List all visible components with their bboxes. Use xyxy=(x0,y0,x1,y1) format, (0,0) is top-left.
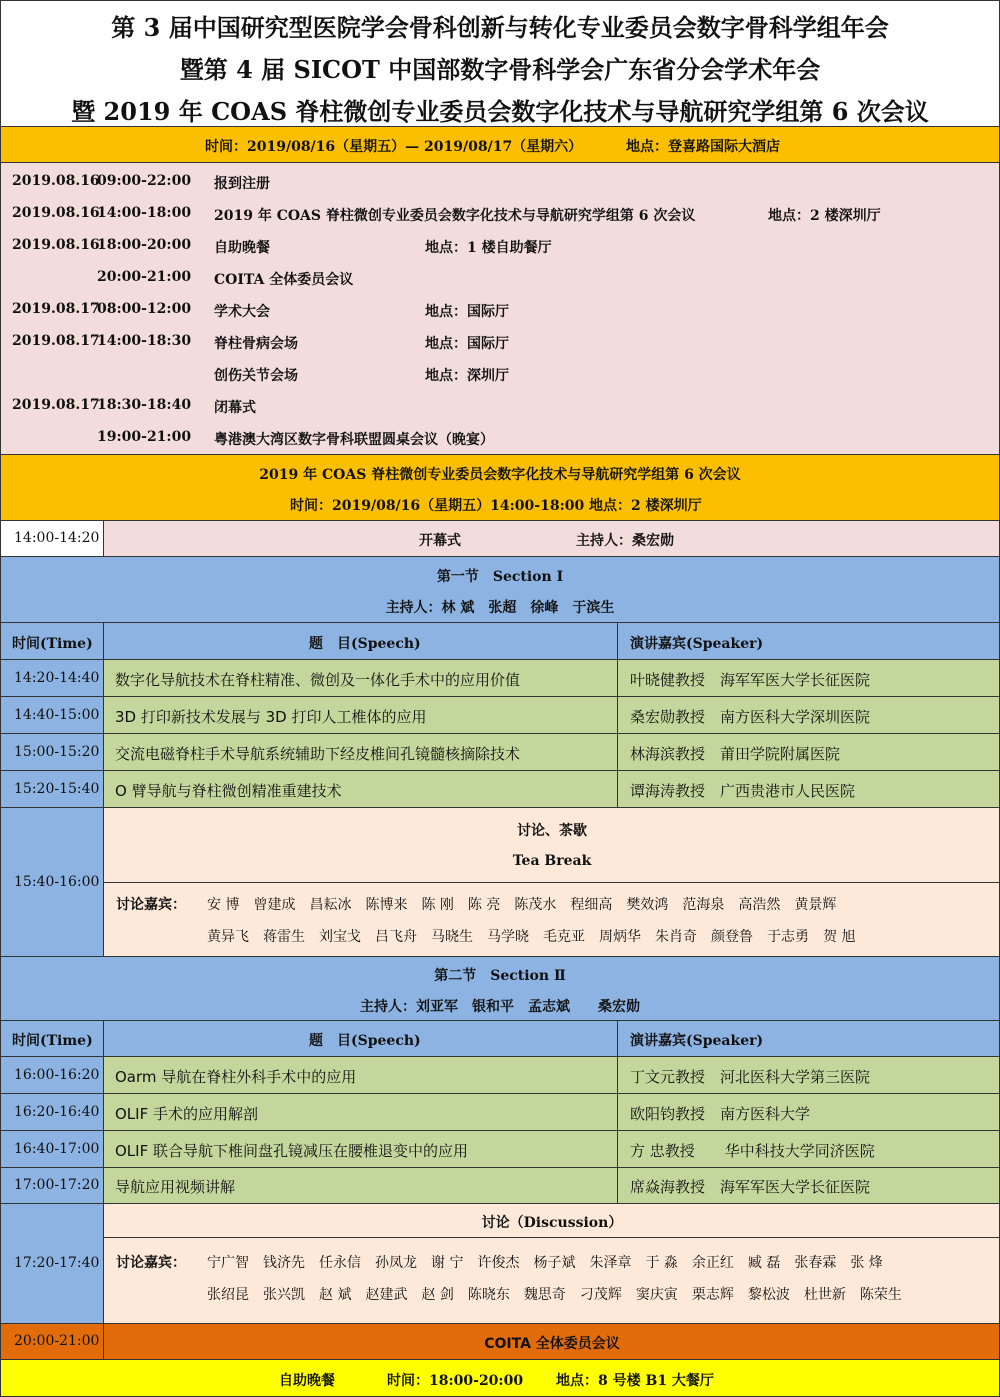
table-row xyxy=(0,770,1000,807)
schedule-date: 2019.08.16 xyxy=(12,173,100,189)
talk-speaker: 方 忠教授 华中科技大学同济医院 xyxy=(630,1142,875,1160)
talk-topic-cell xyxy=(104,1057,618,1093)
section2-header xyxy=(0,956,1000,1020)
section1-header xyxy=(0,556,1000,622)
schedule-time: 14:00-18:00 xyxy=(97,205,192,221)
schedule-row xyxy=(0,333,1000,353)
talk-time: 16:40-17:00 xyxy=(14,1141,100,1157)
schedule-time: 09:00-22:00 xyxy=(97,173,192,189)
coita-row xyxy=(0,1323,1000,1359)
section2-title: 第二节 Section Ⅱ xyxy=(434,968,566,984)
talk-topic: O 臂导航与脊柱微创精准重建技术 xyxy=(115,782,342,800)
talk-speaker: 丁文元教授 河北医科大学第三医院 xyxy=(630,1068,871,1086)
talk-time: 14:20-14:40 xyxy=(14,670,100,686)
schedule-event: 报到注册 xyxy=(214,176,270,192)
discussants-line1: 宁广智 钱济先 任永信 孙凤龙 谢 宁 许俊杰 杨子斌 朱泽章 于 淼 余正红 臧 磊 张春霖 张 烽 xyxy=(207,1255,883,1271)
talk-topic-cell xyxy=(104,771,618,807)
dinner-row xyxy=(0,1359,1000,1397)
schedule-time: 14:00-18:30 xyxy=(97,333,192,349)
talk-time-cell xyxy=(0,734,104,770)
talk-topic-cell xyxy=(104,660,618,696)
schedule-location: 地点：国际厅 xyxy=(425,304,509,320)
discussants-line2: 黄异飞 蒋雷生 刘宝戈 吕飞舟 马晓生 马学晓 毛克亚 周炳华 朱肖奇 颜登鲁 于志勇 贺 旭 xyxy=(207,929,856,945)
talk-topic: 3D 打印新技术发展与 3D 打印人工椎体的应用 xyxy=(115,708,427,726)
schedule-event: 创伤关节会场 xyxy=(214,368,298,384)
section2-table-header xyxy=(0,1020,1000,1056)
schedule-event: 2019 年 COAS 脊柱微创专业委员会数字化技术与导航研究学组第 6 次会议 xyxy=(214,208,696,224)
schedule-row xyxy=(0,429,1000,449)
schedule-row xyxy=(0,205,1000,225)
talk-topic-cell xyxy=(104,734,618,770)
talk-time: 17:00-17:20 xyxy=(14,1177,100,1193)
table-row xyxy=(0,659,1000,696)
talk-time-cell xyxy=(0,771,104,807)
schedule-location: 地点：深圳厅 xyxy=(425,368,509,384)
meeting-title: 2019 年 COAS 脊柱微创专业委员会数字化技术与导航研究学组第 6 次会议 xyxy=(259,467,741,483)
header-time: 时间(Time) xyxy=(12,1033,93,1049)
header-topic-cell xyxy=(104,1021,618,1056)
talk-speaker: 叶晓健教授 海军军医大学长征医院 xyxy=(630,671,871,689)
talk-topic-cell xyxy=(104,1168,618,1203)
header-title-line3: 暨 2019 年 COAS 脊柱微创专业委员会数字化技术与导航研究学组第 6 次会议 xyxy=(71,97,929,126)
table-row xyxy=(0,733,1000,770)
schedule-location: 地点：1 楼自助餐厅 xyxy=(425,240,552,256)
coita-time-cell xyxy=(0,1324,104,1359)
table-row xyxy=(0,1167,1000,1203)
talk-speaker: 林海滨教授 莆田学院附属医院 xyxy=(630,745,841,763)
schedule-date: 2019.08.17 xyxy=(12,333,100,349)
header-topic-cell xyxy=(104,623,618,659)
talk-topic-cell xyxy=(104,1131,618,1167)
coita-label: COITA 全体委员会议 xyxy=(484,1336,620,1352)
tea-break-block xyxy=(0,807,1000,956)
talk-time-cell xyxy=(0,660,104,696)
header-topic: 题 目(Speech) xyxy=(309,636,421,652)
talk-speaker: 谭海涛教授 广西贵港市人民医院 xyxy=(630,782,856,800)
header-time-cell xyxy=(0,623,104,659)
talk-time: 16:00-16:20 xyxy=(14,1067,100,1083)
header-time: 时间(Time) xyxy=(12,636,93,652)
header-speaker: 演讲嘉宾(Speaker) xyxy=(630,1033,764,1049)
schedule-date: 2019.08.16 xyxy=(12,205,100,221)
schedule-row xyxy=(0,301,1000,321)
schedule-time: 18:00-20:00 xyxy=(97,237,192,253)
table-row xyxy=(0,1056,1000,1093)
schedule-event: COITA 全体委员会议 xyxy=(214,272,354,288)
dinner-location: 地点：8 号楼 B1 大餐厅 xyxy=(556,1373,714,1389)
talk-topic: 导航应用视频讲解 xyxy=(115,1178,236,1196)
talk-topic: OLIF 手术的应用解剖 xyxy=(115,1105,258,1123)
tea-break-time-cell xyxy=(0,808,104,956)
meeting-location: 地点：2 楼深圳厅 xyxy=(589,498,702,514)
schedule-time: 08:00-12:00 xyxy=(97,301,192,317)
talk-time-cell xyxy=(0,1168,104,1203)
header-title-line2: 暨第 4 届 SICOT 中国部数字骨科学会广东省分会学术年会 xyxy=(179,55,821,84)
discussants-label: 讨论嘉宾： xyxy=(116,897,186,913)
opening-row xyxy=(0,520,1000,556)
coita-time: 20:00-21:00 xyxy=(14,1333,100,1349)
talk-time-cell xyxy=(0,697,104,733)
schedule-date: 2019.08.17 xyxy=(12,397,100,413)
info-bar xyxy=(0,126,1000,162)
schedule-date: 2019.08.16 xyxy=(12,237,100,253)
talk-time: 15:20-15:40 xyxy=(14,781,100,797)
talk-time-cell xyxy=(0,1057,104,1093)
opening-label: 开幕式 xyxy=(419,533,461,549)
discussants-line2: 张绍昆 张兴凯 赵 斌 赵建武 赵 剑 陈晓东 魏思奇 刁茂辉 窦庆寅 栗志辉 黎松波 杜世新 陈荣生 xyxy=(207,1287,902,1303)
table-row xyxy=(0,1130,1000,1167)
tea-break-time: 15:40-16:00 xyxy=(14,874,100,890)
talk-topic: 数字化导航技术在脊柱精准、微创及一体化手术中的应用价值 xyxy=(115,671,521,689)
schedule-event: 闭幕式 xyxy=(214,400,256,416)
section1-title: 第一节 Section Ⅰ xyxy=(436,569,564,585)
discussion-title: 讨论（Discussion） xyxy=(481,1215,623,1231)
talk-time: 14:40-15:00 xyxy=(14,707,100,723)
schedule-location: 地点：国际厅 xyxy=(425,336,509,352)
schedule-time: 20:00-21:00 xyxy=(97,269,192,285)
talk-time: 16:20-16:40 xyxy=(14,1104,100,1120)
schedule-overview xyxy=(0,162,1000,454)
schedule-time: 18:30-18:40 xyxy=(97,397,192,413)
schedule-row xyxy=(0,173,1000,193)
schedule-event: 自助晚餐 xyxy=(214,240,270,256)
talk-time-cell xyxy=(0,1094,104,1130)
info-bar-time: 时间：2019/08/16（星期五）— 2019/08/17（星期六） xyxy=(205,139,583,155)
schedule-location: 地点：2 楼深圳厅 xyxy=(768,208,881,224)
discussants-line1: 安 博 曾建成 昌耘冰 陈博来 陈 刚 陈 亮 陈茂水 程细高 樊效鸿 范海泉 高浩然 黄景辉 xyxy=(207,897,837,913)
schedule-row xyxy=(0,269,1000,289)
schedule-event: 粤港澳大湾区数字骨科联盟圆桌会议（晚宴） xyxy=(214,432,494,448)
page-header xyxy=(0,0,1000,126)
schedule-time: 19:00-21:00 xyxy=(97,429,192,445)
meeting-header xyxy=(0,454,1000,520)
dinner-label: 自助晚餐 xyxy=(279,1373,335,1389)
discussion-block xyxy=(0,1203,1000,1323)
schedule-event: 学术大会 xyxy=(214,304,270,320)
table-row xyxy=(0,696,1000,733)
table-row xyxy=(0,1093,1000,1130)
talk-time: 15:00-15:20 xyxy=(14,744,100,760)
opening-time: 14:00-14:20 xyxy=(14,530,100,546)
discussion-time-cell xyxy=(0,1204,104,1323)
dinner-time: 时间：18:00-20:00 xyxy=(387,1373,524,1389)
talk-topic: Oarm 导航在脊柱外科手术中的应用 xyxy=(115,1068,357,1086)
schedule-event: 脊柱骨病会场 xyxy=(214,336,298,352)
info-bar-location: 地点：登喜路国际大酒店 xyxy=(626,139,780,155)
talk-speaker: 桑宏勋教授 南方医科大学深圳医院 xyxy=(630,708,871,726)
section1-table-header xyxy=(0,622,1000,659)
talk-topic: 交流电磁脊柱手术导航系统辅助下经皮椎间孔镜髓核摘除技术 xyxy=(115,745,521,763)
section1-hosts: 主持人：林 斌 张超 徐峰 于滨生 xyxy=(385,600,615,616)
schedule-date: 2019.08.17 xyxy=(12,301,100,317)
opening-time-cell xyxy=(0,521,104,556)
talk-speaker: 席焱海教授 海军军医大学长征医院 xyxy=(630,1178,871,1196)
talk-topic: OLIF 联合导航下椎间盘孔镜减压在腰椎退变中的应用 xyxy=(115,1142,468,1160)
talk-speaker: 欧阳钧教授 南方医科大学 xyxy=(630,1105,811,1123)
talk-topic-cell xyxy=(104,1094,618,1130)
talk-topic-cell xyxy=(104,697,618,733)
discussion-divider xyxy=(104,1237,1000,1238)
meeting-time: 时间：2019/08/16（星期五）14:00-18:00 xyxy=(290,498,585,514)
tea-break-subtitle: Tea Break xyxy=(512,853,592,869)
header-time-cell xyxy=(0,1021,104,1056)
discussion-time: 17:20-17:40 xyxy=(14,1255,100,1271)
schedule-row xyxy=(0,365,1000,385)
schedule-row xyxy=(0,397,1000,417)
opening-host: 主持人：桑宏勋 xyxy=(576,533,674,549)
tea-break-divider xyxy=(104,882,1000,883)
header-title-line1: 第 3 届中国研究型医院学会骨科创新与转化专业委员会数字骨科学组年会 xyxy=(111,13,889,42)
header-topic: 题 目(Speech) xyxy=(309,1033,421,1049)
header-speaker: 演讲嘉宾(Speaker) xyxy=(630,636,764,652)
tea-break-title: 讨论、茶歇 xyxy=(517,823,587,839)
talk-time-cell xyxy=(0,1131,104,1167)
schedule-row xyxy=(0,237,1000,257)
section2-hosts: 主持人：刘亚军 银和平 孟志斌 桑宏勋 xyxy=(360,999,640,1015)
discussants-label: 讨论嘉宾： xyxy=(116,1255,186,1271)
